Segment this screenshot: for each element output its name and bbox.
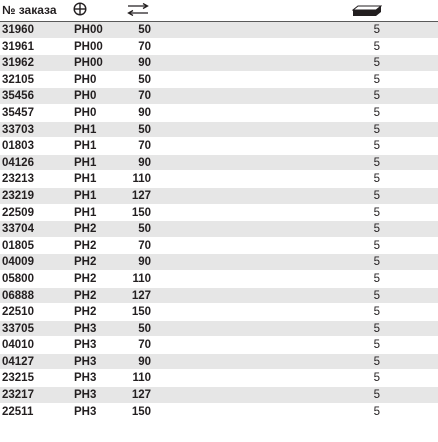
length-cell: 70	[138, 140, 151, 153]
table-row	[0, 72, 438, 89]
order-number-cell: 35456	[2, 90, 34, 103]
order-number-cell: 31962	[2, 57, 34, 70]
pack-quantity-cell: 5	[373, 223, 380, 236]
order-number-cell: 23217	[2, 389, 34, 402]
table-row	[0, 122, 438, 139]
length-cell: 110	[132, 372, 151, 385]
table-row	[0, 138, 438, 155]
table-row	[0, 22, 438, 39]
tip-size-cell: PH0	[74, 90, 97, 103]
pack-quantity-cell: 5	[373, 140, 380, 153]
table-row	[0, 221, 438, 238]
length-cell: 50	[138, 73, 151, 86]
length-cell: 90	[138, 156, 151, 169]
tip-size-cell: PH3	[74, 339, 97, 352]
order-number-cell: 33703	[2, 123, 34, 136]
pack-quantity-cell: 5	[373, 339, 380, 352]
table-row	[0, 55, 438, 72]
tip-size-cell: PH3	[74, 322, 97, 335]
tip-size-cell: PH00	[74, 57, 103, 70]
tip-size-cell: PH2	[74, 306, 97, 319]
table-row	[0, 88, 438, 105]
order-number-cell: 05800	[2, 272, 34, 285]
length-cell: 127	[131, 189, 151, 202]
tip-size-cell: PH3	[74, 355, 97, 368]
length-cell: 110	[132, 272, 151, 285]
order-number-cell: 04010	[2, 339, 34, 352]
table-row	[0, 288, 438, 305]
length-cell: 70	[138, 90, 151, 103]
order-number-header: № заказа	[2, 3, 57, 17]
order-number-cell: 04126	[2, 156, 34, 169]
table-row	[0, 321, 438, 338]
order-number-cell: 06888	[2, 289, 34, 302]
pack-quantity-cell: 5	[373, 239, 380, 252]
table-row	[0, 171, 438, 188]
pack-quantity-cell: 5	[373, 57, 380, 70]
order-number-cell: 01805	[2, 239, 34, 252]
order-number-cell: 23213	[2, 173, 34, 186]
table-row	[0, 387, 438, 404]
length-cell: 50	[138, 223, 151, 236]
length-cell: 110	[132, 173, 151, 186]
pack-quantity-cell: 5	[373, 123, 380, 136]
pack-quantity-cell: 5	[373, 156, 380, 169]
tip-size-cell: PH2	[74, 223, 97, 236]
phillips-cross-icon	[73, 2, 87, 21]
table-row	[0, 105, 438, 122]
pack-quantity-cell: 5	[373, 40, 380, 53]
length-cell: 127	[131, 389, 151, 402]
table-row	[0, 370, 438, 387]
tip-size-cell: PH2	[74, 272, 97, 285]
order-number-cell: 31960	[2, 24, 34, 36]
table-row	[0, 39, 438, 56]
order-number-cell: 33704	[2, 223, 34, 236]
table-body	[0, 22, 438, 420]
order-number-cell: 22509	[2, 206, 34, 219]
table-row	[0, 254, 438, 271]
pack-quantity-cell: 5	[373, 24, 380, 36]
tip-size-cell: PH1	[74, 156, 97, 169]
table-row	[0, 188, 438, 205]
order-number-cell: 31961	[2, 40, 34, 53]
table-row	[0, 155, 438, 172]
tip-size-cell: PH00	[74, 40, 103, 53]
length-cell: 150	[131, 206, 151, 219]
length-cell: 50	[138, 322, 151, 335]
pack-quantity-cell: 5	[373, 206, 380, 219]
pack-quantity-cell: 5	[373, 289, 380, 302]
pack-quantity-cell: 5	[373, 405, 380, 418]
length-cell: 90	[138, 256, 151, 269]
table-row	[0, 205, 438, 222]
length-cell: 70	[138, 239, 151, 252]
tip-size-cell: PH3	[74, 389, 97, 402]
pack-quantity-cell: 5	[373, 372, 380, 385]
table-row	[0, 354, 438, 371]
tip-size-cell: PH0	[74, 106, 97, 119]
table-header	[0, 0, 438, 22]
length-cell: 90	[138, 106, 151, 119]
tip-size-cell: PH00	[74, 24, 103, 36]
length-arrows-icon	[127, 3, 149, 21]
tip-size-cell: PH2	[74, 289, 97, 302]
length-cell: 50	[138, 123, 151, 136]
pack-quantity-cell: 5	[373, 173, 380, 186]
order-number-cell: 33705	[2, 322, 34, 335]
table-row	[0, 404, 438, 421]
order-number-cell: 23215	[2, 372, 34, 385]
table-row	[0, 337, 438, 354]
pack-quantity-cell: 5	[373, 306, 380, 319]
tip-size-cell: PH1	[74, 123, 97, 136]
order-number-cell: 35457	[2, 106, 34, 119]
tip-size-cell: PH3	[74, 405, 97, 418]
table-row	[0, 304, 438, 321]
order-number-cell: 01803	[2, 140, 34, 153]
tip-size-cell: PH2	[74, 256, 97, 269]
pack-quantity-cell: 5	[373, 106, 380, 119]
tip-size-cell: PH1	[74, 173, 97, 186]
length-cell: 70	[138, 40, 151, 53]
table-row	[0, 271, 438, 288]
tip-size-cell: PH2	[74, 239, 97, 252]
length-cell: 70	[138, 339, 151, 352]
pack-quantity-cell: 5	[373, 73, 380, 86]
pack-box-icon	[352, 4, 382, 22]
length-cell: 150	[131, 405, 151, 418]
order-number-cell: 22511	[2, 405, 34, 418]
length-cell: 90	[138, 355, 151, 368]
order-number-cell: 32105	[2, 73, 34, 86]
length-cell: 127	[131, 289, 151, 302]
table-row	[0, 238, 438, 255]
tip-size-cell: PH0	[74, 73, 97, 86]
tip-size-cell: PH1	[74, 140, 97, 153]
pack-quantity-cell: 5	[373, 272, 380, 285]
pack-quantity-cell: 5	[373, 355, 380, 368]
length-cell: 150	[131, 306, 151, 319]
pack-quantity-cell: 5	[373, 256, 380, 269]
pack-quantity-cell: 5	[373, 389, 380, 402]
length-cell: 90	[138, 57, 151, 70]
pack-quantity-cell: 5	[373, 322, 380, 335]
tip-size-cell: PH1	[74, 189, 97, 202]
order-number-cell: 23219	[2, 189, 34, 202]
order-number-cell: 22510	[2, 306, 34, 319]
pack-quantity-cell: 5	[373, 189, 380, 202]
order-number-cell: 04127	[2, 355, 34, 368]
tip-size-cell: PH1	[74, 206, 97, 219]
length-cell: 50	[138, 24, 151, 36]
order-number-cell: 04009	[2, 256, 34, 269]
pack-quantity-cell: 5	[373, 90, 380, 103]
tip-size-cell: PH3	[74, 372, 97, 385]
